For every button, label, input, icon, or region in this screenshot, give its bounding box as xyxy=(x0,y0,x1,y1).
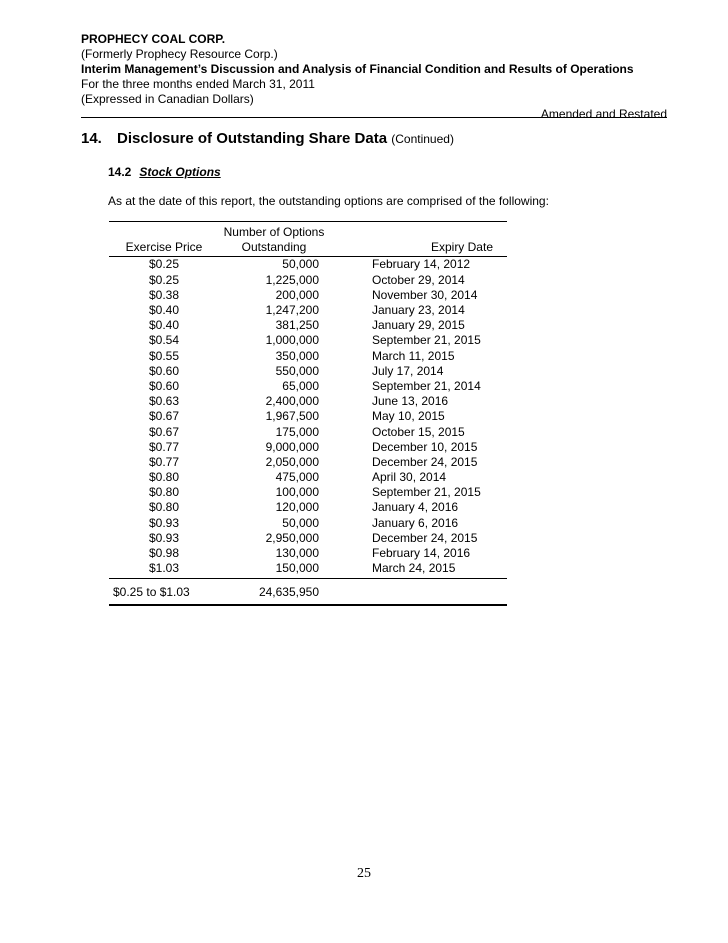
exercise-price-cell: $0.80 xyxy=(149,500,180,515)
expiry-date-cell: December 10, 2015 xyxy=(372,439,478,454)
exercise-price-cell: $0.80 xyxy=(149,485,180,500)
section-number: 14. xyxy=(81,130,102,147)
options-count-cell: 1,247,200 xyxy=(265,303,319,318)
table-row xyxy=(109,303,507,318)
options-count-cell: 130,000 xyxy=(275,546,319,561)
table-row xyxy=(109,273,507,288)
former-name: (Formerly Prophecy Resource Corp.) xyxy=(81,47,278,61)
section-title: Disclosure of Outstanding Share Data xyxy=(117,130,388,147)
options-count-cell: 381,250 xyxy=(275,318,319,333)
expiry-date-cell: October 15, 2015 xyxy=(372,424,465,439)
table-row xyxy=(109,500,507,515)
options-count-cell: 9,000,000 xyxy=(265,439,319,454)
exercise-price-cell: $0.60 xyxy=(149,363,180,378)
exercise-price-cell: $0.40 xyxy=(149,318,180,333)
exercise-price-cell: $0.67 xyxy=(149,409,180,424)
options-count-cell: 550,000 xyxy=(275,363,319,378)
exercise-price-cell: $0.77 xyxy=(149,439,180,454)
exercise-price-cell: $0.63 xyxy=(149,394,180,409)
exercise-price-cell: $0.67 xyxy=(149,424,180,439)
expiry-date-cell: June 13, 2016 xyxy=(372,394,449,409)
exercise-price-cell: $0.98 xyxy=(149,546,180,561)
expiry-date-cell: January 23, 2014 xyxy=(372,303,465,318)
table-row xyxy=(109,546,507,561)
total-count: 24,635,950 xyxy=(219,579,329,605)
expiry-date-cell: January 29, 2015 xyxy=(372,318,465,333)
total-row xyxy=(109,579,507,605)
table-row xyxy=(109,364,507,379)
expiry-date-cell: December 24, 2015 xyxy=(372,454,478,469)
options-count-cell: 100,000 xyxy=(275,485,319,500)
table-row xyxy=(109,470,507,485)
table-row xyxy=(109,394,507,409)
expiry-date-cell: January 6, 2016 xyxy=(372,515,459,530)
expiry-date-cell: February 14, 2012 xyxy=(372,257,471,272)
expiry-date-cell: March 11, 2015 xyxy=(372,348,455,363)
options-count-cell: 475,000 xyxy=(275,470,319,485)
subsection-heading xyxy=(108,165,221,179)
expiry-date-cell: May 10, 2015 xyxy=(372,409,445,424)
subsection-number: 14.2 xyxy=(108,165,132,179)
column-header-count-line1: Number of Options xyxy=(223,225,325,240)
options-count-cell: 150,000 xyxy=(219,561,329,579)
stock-options-table xyxy=(109,221,507,606)
table-row xyxy=(109,318,507,333)
exercise-price-cell: $0.38 xyxy=(149,287,180,302)
options-count-cell: 2,950,000 xyxy=(265,530,319,545)
page-header xyxy=(81,32,667,122)
table-row xyxy=(109,531,507,546)
options-count-cell: 1,967,500 xyxy=(265,409,319,424)
table-row xyxy=(109,485,507,500)
table-row xyxy=(109,333,507,348)
exercise-price-cell: $0.25 xyxy=(149,272,180,287)
table-row xyxy=(109,288,507,303)
exercise-price-cell: $0.54 xyxy=(149,333,180,348)
exercise-price-cell: $0.93 xyxy=(149,530,180,545)
options-count-cell: 350,000 xyxy=(275,348,319,363)
continued-label: (Continued) xyxy=(391,132,454,146)
column-header-price: Exercise Price xyxy=(109,240,219,257)
header-divider xyxy=(81,117,667,118)
report-title: Interim Management’s Discussion and Analysis of Financial Condition and Results of Operations xyxy=(81,62,634,76)
options-count-cell: 50,000 xyxy=(282,257,319,272)
expiry-date-cell: July 17, 2014 xyxy=(372,363,444,378)
section-heading xyxy=(81,130,454,147)
expiry-date-cell: September 21, 2015 xyxy=(372,485,481,500)
options-count-cell: 1,000,000 xyxy=(265,333,319,348)
expiry-date-cell: March 24, 2015 xyxy=(329,561,507,579)
options-count-cell: 1,225,000 xyxy=(265,272,319,287)
exercise-price-cell: $0.80 xyxy=(149,470,180,485)
exercise-price-cell: $1.03 xyxy=(109,561,219,579)
table-row xyxy=(109,424,507,439)
options-count-cell: 50,000 xyxy=(282,515,319,530)
page-number: 25 xyxy=(357,866,371,881)
expiry-date-cell: October 29, 2014 xyxy=(372,272,465,287)
table-row xyxy=(109,516,507,531)
expiry-date-cell: April 30, 2014 xyxy=(372,470,447,485)
table-row xyxy=(109,440,507,455)
table-row xyxy=(109,379,507,394)
column-header-count-line2: Outstanding xyxy=(219,240,329,257)
exercise-price-cell: $0.93 xyxy=(149,515,180,530)
table-row xyxy=(109,409,507,424)
options-count-cell: 175,000 xyxy=(275,424,319,439)
table-row xyxy=(109,455,507,470)
intro-paragraph: As at the date of this report, the outstanding options are comprised of the following: xyxy=(108,194,549,208)
exercise-price-cell: $0.77 xyxy=(149,454,180,469)
exercise-price-cell: $0.40 xyxy=(149,303,180,318)
options-count-cell: 200,000 xyxy=(275,287,319,302)
exercise-price-cell: $0.60 xyxy=(149,378,180,393)
company-name: PROPHECY COAL CORP. xyxy=(81,32,226,46)
options-count-cell: 65,000 xyxy=(282,378,319,393)
options-count-cell: 120,000 xyxy=(275,500,319,515)
expiry-date-cell: September 21, 2014 xyxy=(372,378,481,393)
expiry-date-cell: February 14, 2016 xyxy=(372,546,471,561)
expiry-date-cell: December 24, 2015 xyxy=(372,530,478,545)
options-count-cell: 2,050,000 xyxy=(265,454,319,469)
expiry-date-cell: January 4, 2016 xyxy=(372,500,459,515)
options-count-cell: 2,400,000 xyxy=(265,394,319,409)
exercise-price-cell: $0.25 xyxy=(149,257,180,272)
expiry-date-cell: November 30, 2014 xyxy=(372,287,478,302)
exercise-price-cell: $0.55 xyxy=(149,348,180,363)
subsection-title: Stock Options xyxy=(139,165,221,179)
column-header-expiry: Expiry Date xyxy=(329,240,507,257)
table-row xyxy=(109,349,507,364)
amended-note: Amended and Restated xyxy=(540,107,667,121)
expiry-date-cell: September 21, 2015 xyxy=(372,333,481,348)
table-row xyxy=(109,561,507,579)
total-price-range: $0.25 to $1.03 xyxy=(109,579,219,605)
report-period: For the three months ended March 31, 2011 xyxy=(81,77,315,91)
currency-note: (Expressed in Canadian Dollars) xyxy=(81,92,254,106)
table-row xyxy=(109,257,507,273)
